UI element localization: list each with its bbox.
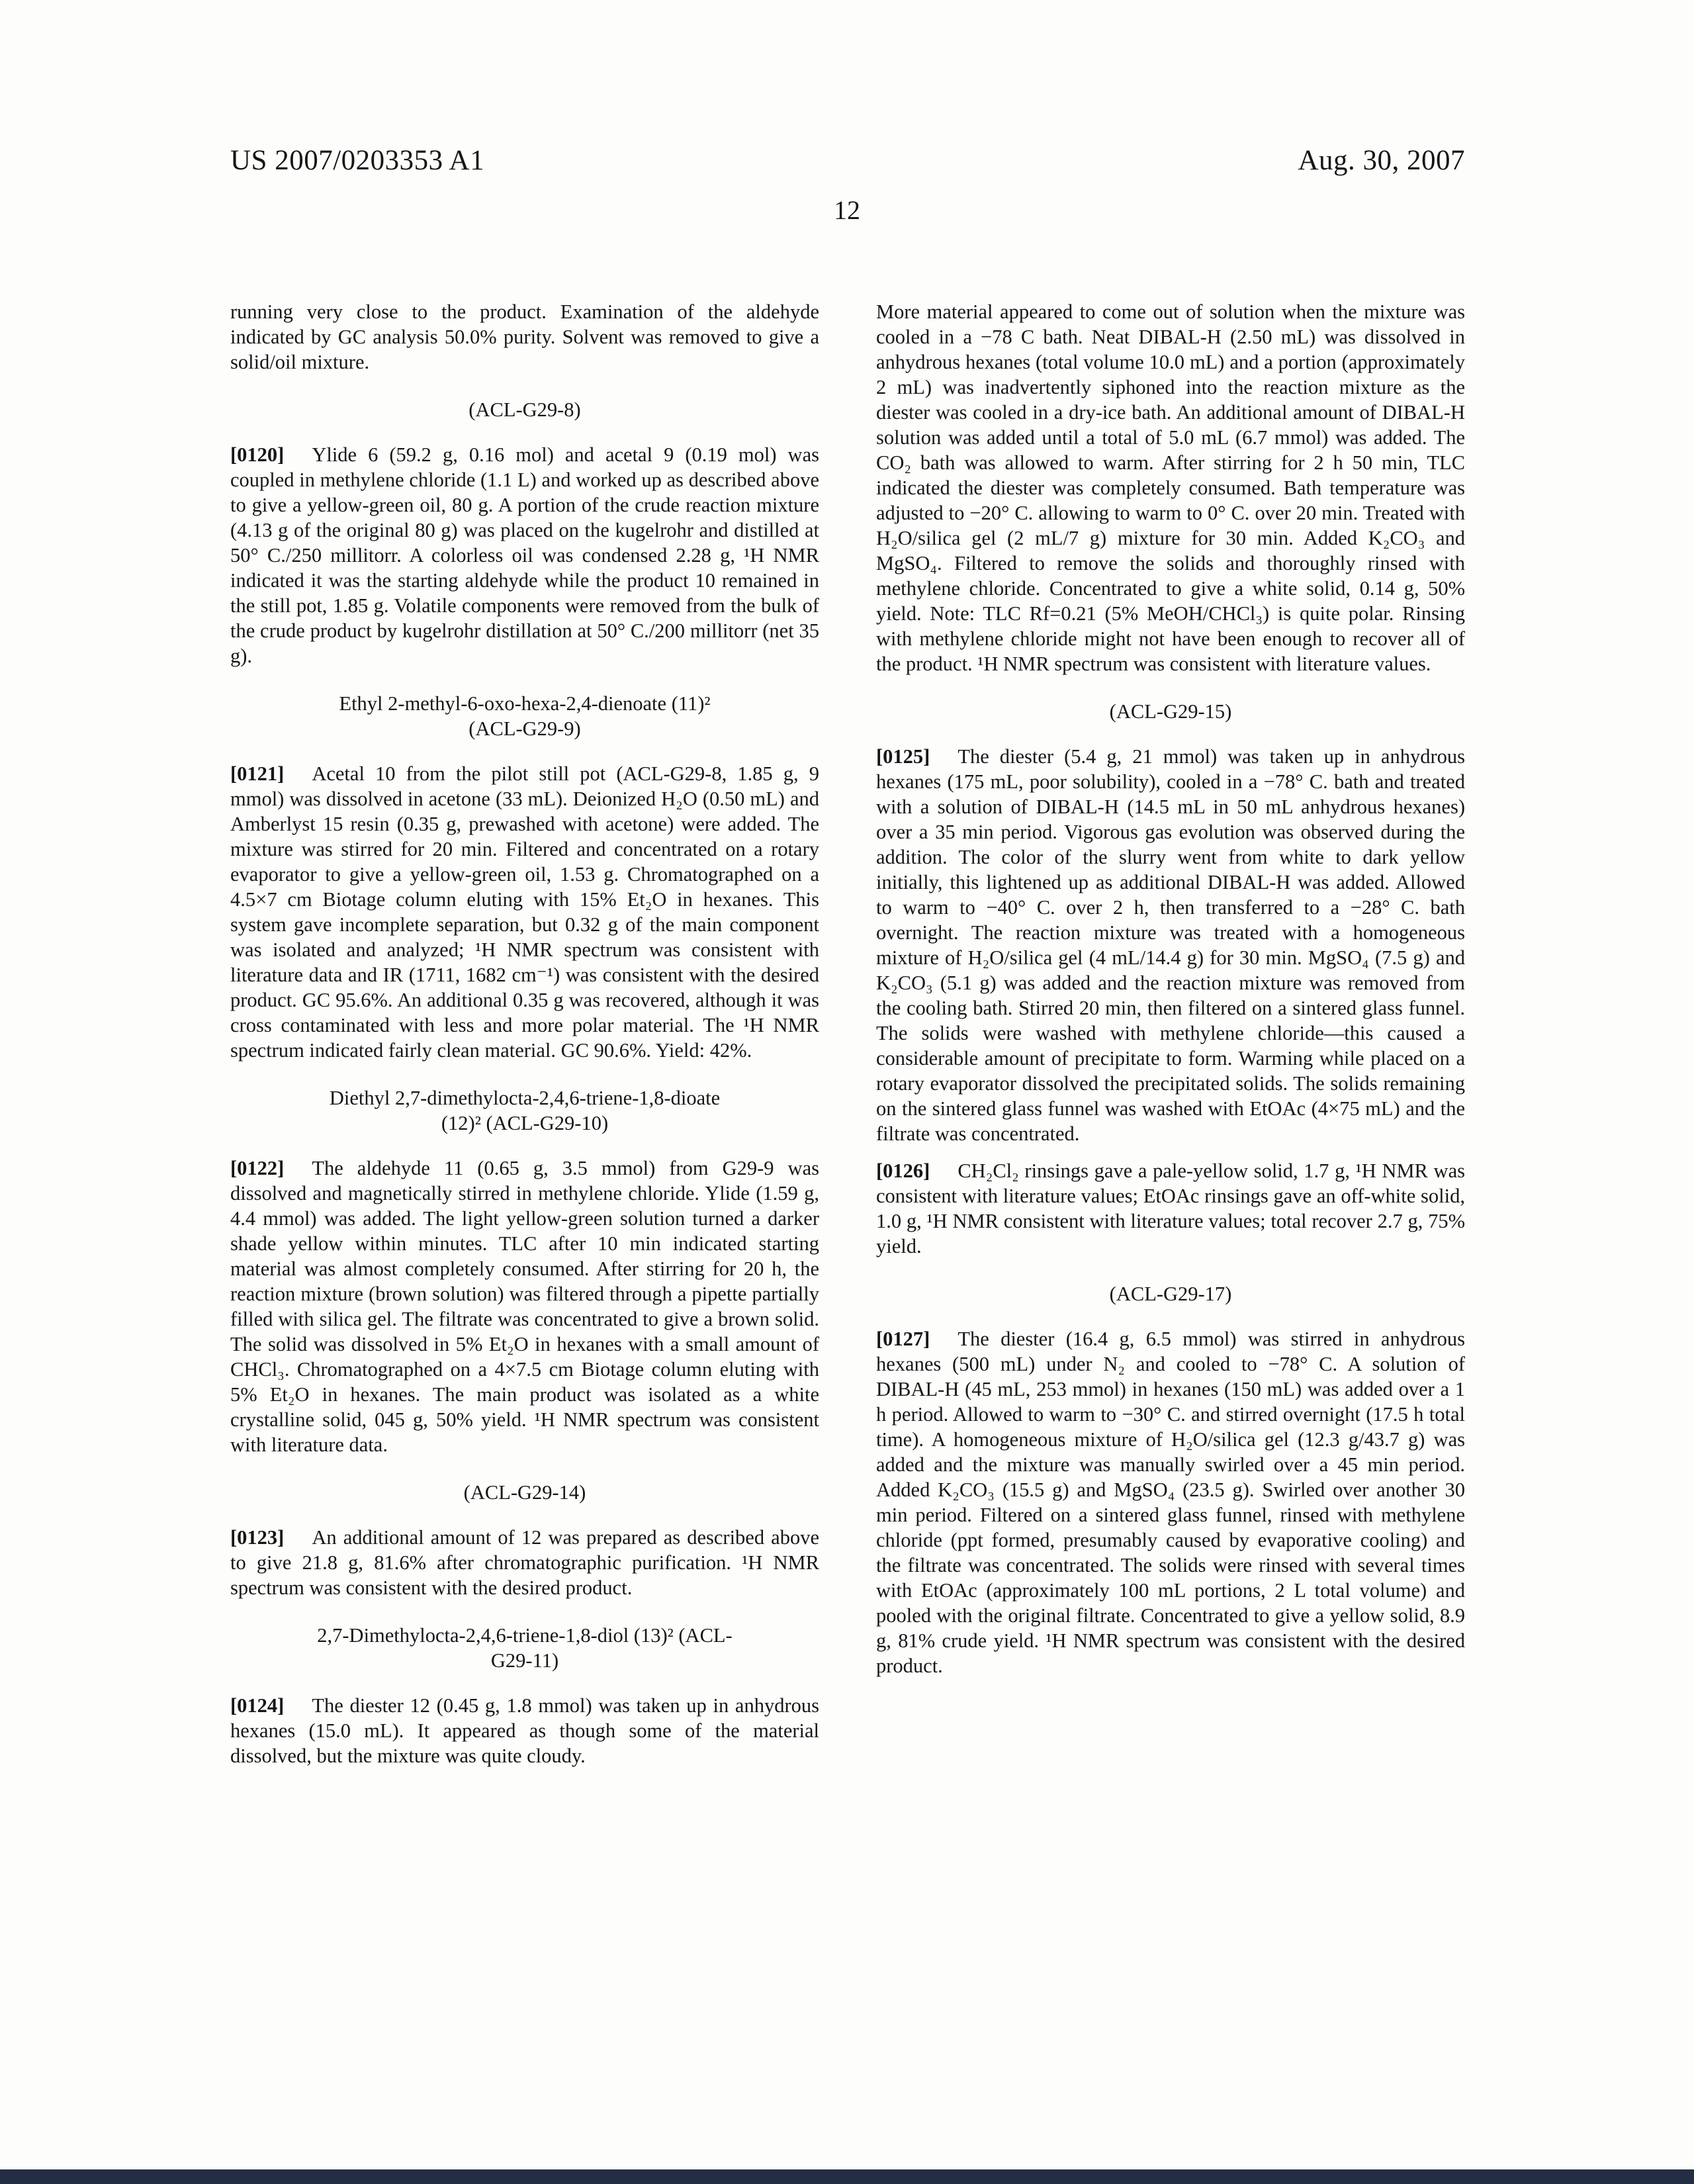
paragraph-tag: [0127] (876, 1328, 930, 1350)
paragraph-0127 (876, 1326, 1465, 1678)
paragraph-0124 (230, 1693, 819, 1768)
paragraph-continuation (230, 299, 819, 375)
section-heading: (ACL-G29-17) (1109, 1283, 1232, 1305)
section-heading: Diethyl 2,7-dimethylocta-2,4,6-triene-1,8-dioate (12)² (ACL-G29-10) (329, 1087, 721, 1134)
paragraph-tag: [0124] (230, 1694, 285, 1717)
paragraph-0126 (876, 1158, 1465, 1259)
paragraph-text: Ylide 6 (59.2 g, 0.16 mol) and acetal 9 (0.19 mol) was coupled in methylene chloride (1.1 L) and worked up as described above to give a yellow-green oil, 80 g. A portion of the crude reaction mixture (4.13 g of the original 80 g) was placed on the kugelrohr and distilled at 50° C./250 millitorr. A colorless oil was condensed 2.28 g, ¹H NMR indicated it was the starting aldehyde while the product 10 remained in the still pot, 1.85 g. Volatile components were removed from the bulk of the crude product by kugelrohr distillation at 50° C./200 millitorr (net 35 g). (230, 443, 819, 667)
paragraph-tag: [0125] (876, 745, 930, 768)
paragraph-tag: [0120] (230, 443, 285, 466)
paragraph-tag: [0122] (230, 1157, 285, 1179)
paragraph-continuation (876, 299, 1465, 676)
section-heading: (ACL-G29-14) (463, 1481, 586, 1504)
paragraph-text: The diester (5.4 g, 21 mmol) was taken up in anhydrous hexanes (175 mL, poor solubility), cooled in a −78° C. bath and treated with a solution of DIBAL-H (14.5 mL in 50 mL anhydrous hexanes) over a 35 min period. Vigorous gas evolution was observed during the addition. The color of the slurry went from white to dark yellow initially, this lightened up as additional DIBAL-H was added. Allowed to warm to −40° C. over 2 h, then transferred to a −28° C. bath overnight. The reaction mixture was treated with a homogeneous mixture of H₂O/silica gel (4 mL/14.4 g) for 30 min. MgSO₄ (7.5 g) and K₂CO₃ (5.1 g) was added and the reaction mixture was removed from the cooling bath. Stirred 20 min, then filtered on a sintered glass funnel. The solids were washed with methylene chloride—this caused a considerable amount of precipitate to form. Warming while placed on a rotary evaporator dissolved the precipitated solids. The solids remaining on the sintered glass funnel was washed with EtOAc (4×75 mL) and the filtrate was concentrated. (876, 745, 1465, 1145)
paragraph-tag: [0123] (230, 1526, 285, 1549)
paragraph-tag: [0126] (876, 1160, 930, 1182)
patent-number: US 2007/0203353 A1 (230, 145, 485, 176)
paragraph-0120 (230, 442, 819, 668)
paragraph-text: running very close to the product. Examination of the aldehyde indicated by GC analysis 50.0% purity. Solvent was removed to give a solid/oil mixture. (230, 300, 819, 373)
paragraph-text: More material appeared to come out of solution when the mixture was cooled in a −78 C bath. Neat DIBAL-H (2.50 mL) was dissolved in anhydrous hexanes (total volume 10.0 mL) and a portion (approximately 2 mL) was inadvertently siphoned into the reaction mixture as the diester was cooled in a dry-ice bath. An additional amount of DIBAL-H solution was added until a total of 5.0 mL (6.7 mmol) was added. The CO₂ bath was allowed to warm. After stirring for 2 h 50 min, TLC indicated the diester was completely consumed. Bath temperature was adjusted to −20° C. allowing to warm to 0° C. over 20 min. Treated with H₂O/silica gel (2 mL/7 g) mixture for 30 min. Added K₂CO₃ and MgSO₄. Filtered to remove the solids and thoroughly rinsed with methylene chloride. Concentrated to give a white solid, 0.14 g, 50% yield. Note: TLC Rf=0.21 (5% MeOH/CHCl₃) is quite polar. Rinsing with methylene chloride might not have been enough to recover all of the product. ¹H NMR spectrum was consistent with literature values. (876, 300, 1465, 675)
page-header (230, 144, 1465, 177)
paragraph-tag: [0121] (230, 762, 285, 785)
paragraph-0125 (876, 744, 1465, 1146)
scan-edge-artifact (0, 2169, 1694, 2184)
section-heading: Ethyl 2-methyl-6-oxo-hexa-2,4-dienoate (11)² (ACL-G29-9) (339, 692, 711, 740)
document-body (230, 299, 1465, 1768)
section-heading: (ACL-G29-8) (468, 398, 581, 421)
paragraph-text: An additional amount of 12 was prepared as described above to give 21.8 g, 81.6% after chromatographic purification. ¹H NMR spectrum was consistent with the desired product. (230, 1526, 819, 1599)
section-heading: 2,7-Dimethylocta-2,4,6-triene-1,8-diol (13)² (ACL- G29-11) (317, 1624, 733, 1672)
paragraph-0123 (230, 1525, 819, 1600)
paragraph-text: The diester (16.4 g, 6.5 mmol) was stirred in anhydrous hexanes (500 mL) under N₂ and cooled to −78° C. A solution of DIBAL-H (45 mL, 253 mmol) in hexanes (150 mL) was added over a 1 h period. Allowed to warm to −30° C. and stirred overnight (17.5 h total time). A homogeneous mixture of H₂O/silica gel (12.3 g/43.7 g) was added and the mixture was manually swirled over a 45 min period. Added K₂CO₃ (15.5 g) and MgSO₄ (23.5 g). Swirled over another 30 min period. Filtered on a sintered glass funnel, rinsed with methylene chloride (ppt formed, presumably caused by evaporative cooling) and the filtrate was concentrated. The solids were rinsed with several times with EtOAc (approximately 100 mL portions, 2 L total volume) and pooled with the original filtrate. Concentrated to give a yellow solid, 8.9 g, 81% crude yield. ¹H NMR spectrum was consistent with the desired product. (876, 1328, 1465, 1677)
column-left (230, 299, 819, 1768)
paragraph-text: CH₂Cl₂ rinsings gave a pale-yellow solid, 1.7 g, ¹H NMR was consistent with literature values; EtOAc rinsings gave an off-white solid, 1.0 g, ¹H NMR consistent with literature values; total recover 2.7 g, 75% yield. (876, 1160, 1465, 1257)
paragraph-text: The aldehyde 11 (0.65 g, 3.5 mmol) from G29-9 was dissolved and magnetically stirred in methylene chloride. Ylide (1.59 g, 4.4 mmol) was added. The light yellow-green solution turned a darker shade yellow within minutes. TLC after 10 min indicated starting material was almost completely consumed. After stirring for 20 h, the reaction mixture (brown solution) was filtered through a pipette partially filled with silica gel. The filtrate was concentrated to give a brown solid. The solid was dissolved in 5% Et₂O in hexanes with a small amount of CHCl₃. Chromatographed on a 4×7.5 cm Biotage column eluting with 5% Et₂O in hexanes. The main product was isolated as a white crystalline solid, 045 g, 50% yield. ¹H NMR spectrum was consistent with literature data. (230, 1157, 819, 1456)
paragraph-text: The diester 12 (0.45 g, 1.8 mmol) was taken up in anhydrous hexanes (15.0 mL). It appeared as though some of the material dissolved, but the mixture was quite cloudy. (230, 1694, 819, 1767)
paragraph-0121 (230, 761, 819, 1063)
page-number: 12 (834, 195, 860, 225)
publication-date: Aug. 30, 2007 (1298, 145, 1465, 176)
paragraph-text: Acetal 10 from the pilot still pot (ACL-G29-8, 1.85 g, 9 mmol) was dissolved in acetone (33 mL). Deionized H₂O (0.50 mL) and Amberlyst 15 resin (0.35 g, prewashed with acetone) were added. The mixture was stirred for 20 min. Filtered and concentrated on a rotary evaporator to give a yellow-green oil, 1.53 g. Chromatographed on a 4.5×7 cm Biotage column eluting with 15% Et₂O in hexanes. This system gave incomplete separation, but 0.32 g of the main component was isolated and analyzed; ¹H NMR spectrum was consistent with literature data and IR (1711, 1682 cm⁻¹) was consistent with the desired product. GC 95.6%. An additional 0.35 g was recovered, although it was cross contaminated with less and more polar material. The ¹H NMR spectrum indicated fairly clean material. GC 90.6%. Yield: 42%. (230, 762, 819, 1062)
section-heading: (ACL-G29-15) (1109, 700, 1232, 723)
paragraph-0122 (230, 1156, 819, 1457)
column-right (876, 299, 1465, 1768)
